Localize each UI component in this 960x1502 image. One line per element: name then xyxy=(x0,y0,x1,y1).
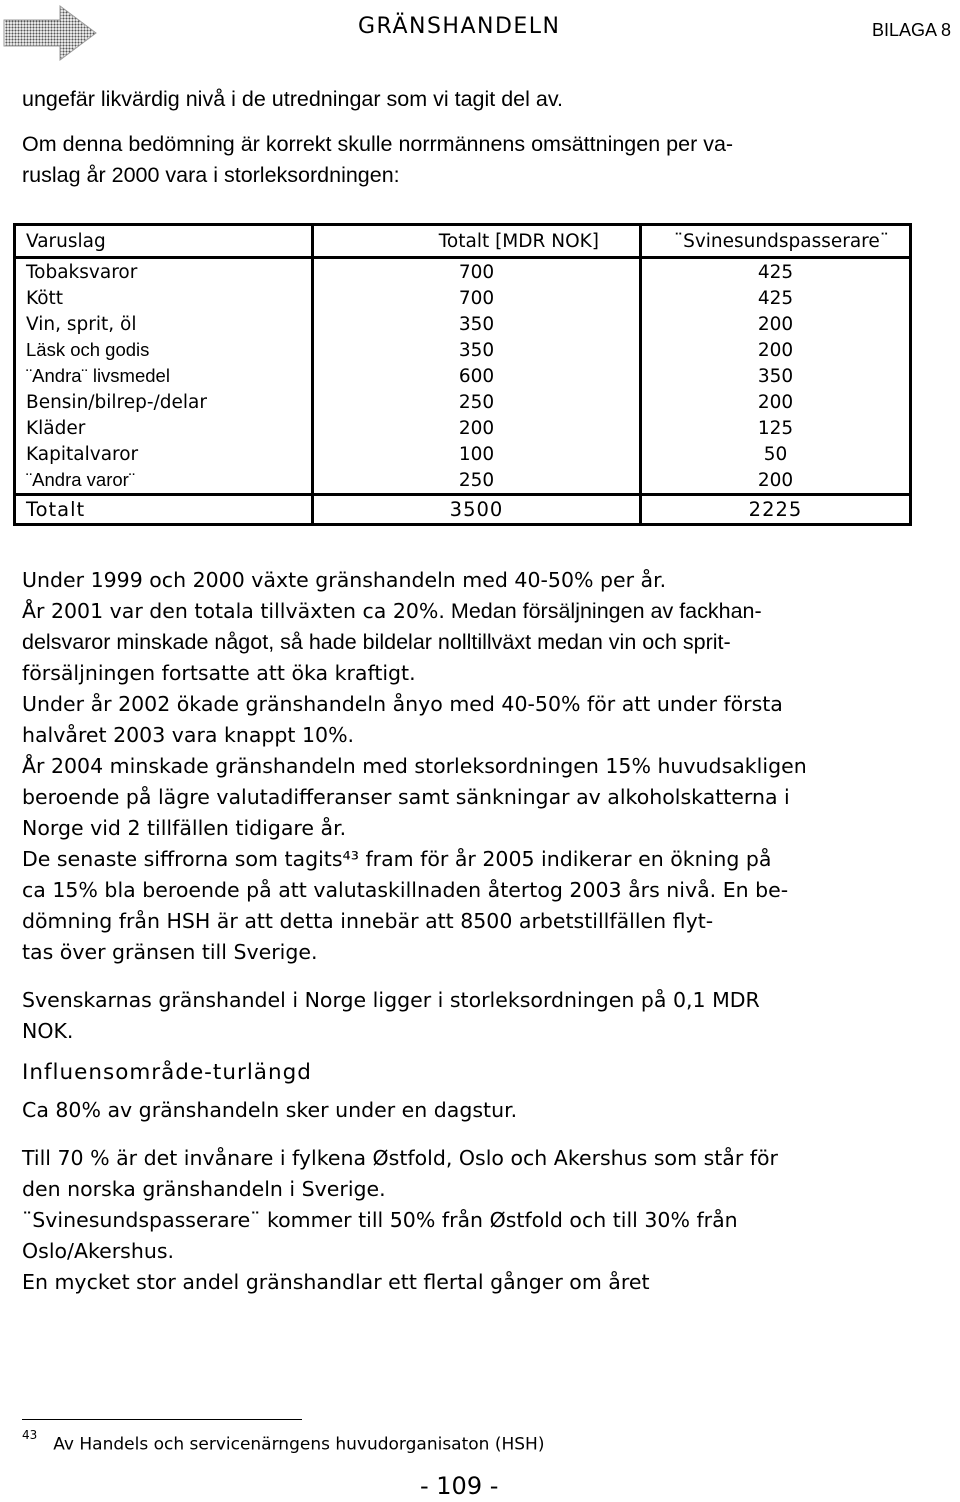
table-cell: 425 xyxy=(757,261,794,283)
table-cell: 100 xyxy=(313,441,641,467)
body-line: ca 15% bla beroende på att valutaskillnaden återtog 2003 års nivå. En be- xyxy=(22,878,789,902)
table-cell: 350 xyxy=(757,365,794,387)
footnote xyxy=(22,1428,545,1455)
section-line: Till 70 % är det invånare i fylkena Østfold, Oslo och Akershus som står för xyxy=(22,1146,778,1170)
table-row xyxy=(15,363,911,389)
table-cell: 50 xyxy=(763,443,788,465)
table-cell: Tobaksvaror xyxy=(15,258,313,286)
table-row xyxy=(15,285,911,311)
table-cell: 250 xyxy=(313,467,641,495)
table-cell: 125 xyxy=(757,417,794,439)
body-line: De senaste siffrorna som tagits⁴³ fram för år 2005 indikerar en ökning på xyxy=(22,847,772,871)
table-cell: Läsk och godis xyxy=(15,337,313,363)
body-segment: Medan försäljningen av fackhan- xyxy=(444,599,762,623)
section-line: En mycket stor andel gränshandlar ett flertal gånger om året xyxy=(22,1270,650,1294)
table-row xyxy=(15,415,911,441)
table-cell: 350 xyxy=(313,311,641,337)
footnote-marker: 43 xyxy=(22,1428,38,1442)
total-cell: 2225 xyxy=(641,495,911,525)
table-cell: ¨Andra varor¨ xyxy=(15,467,313,495)
table-cell: 600 xyxy=(313,363,641,389)
table-cell: Bensin/bilrep-/delar xyxy=(15,389,313,415)
table-row xyxy=(15,467,911,495)
header-cell: Varuslag xyxy=(15,225,313,258)
product-turnover-table xyxy=(13,223,912,526)
table-cell: Kläder xyxy=(15,415,313,441)
body-line: dömning från HSH är att detta innebär att 8500 arbetstillfällen flyt- xyxy=(22,909,714,933)
header-cell: ¨Svinesundspasserare¨ xyxy=(641,225,911,258)
table-cell: ¨Andra¨ livsmedel xyxy=(15,363,313,389)
body-line: Under 1999 och 2000 växte gränshandeln med 40-50% per år. xyxy=(22,568,667,592)
document-title: GRÄNSHANDELN xyxy=(358,14,561,39)
table-header-row xyxy=(15,225,911,258)
page-number: - 109 - xyxy=(420,1472,499,1500)
body-line: NOK. xyxy=(22,1019,74,1043)
body-line: beroende på lägre valutadifferanser samt sänkningar av alkoholskatterna i xyxy=(22,785,790,809)
table-cell: 200 xyxy=(313,415,641,441)
total-cell: 3500 xyxy=(313,495,641,525)
table-cell: Kapitalvaror xyxy=(15,441,313,467)
body-line: försäljningen fortsatte att öka kraftigt. xyxy=(22,661,416,685)
table-cell: 350 xyxy=(313,337,641,363)
header-cell: Totalt [MDR NOK] xyxy=(313,225,641,258)
body-line: Svenskarnas gränshandel i Norge ligger i storleksordningen på 0,1 MDR xyxy=(22,988,760,1012)
table-row xyxy=(15,258,911,286)
table-row xyxy=(15,441,911,467)
table-cell: 425 xyxy=(757,287,794,309)
footnote-divider xyxy=(22,1419,302,1420)
total-cell: Totalt xyxy=(15,495,313,525)
section-heading: Influensområde-turlängd xyxy=(22,1060,312,1085)
table-cell: 200 xyxy=(757,313,794,335)
body-line: Norge vid 2 tillfällen tidigare år. xyxy=(22,816,347,840)
body-line xyxy=(22,596,807,627)
body-segment: År 2001 var den totala tillväxten ca 20%. xyxy=(22,599,445,623)
table-cell: 700 xyxy=(313,258,641,286)
arrow-logo-icon xyxy=(2,2,98,64)
table-total-row xyxy=(15,495,911,525)
section-text xyxy=(22,1143,778,1298)
section-line: Oslo/Akershus. xyxy=(22,1239,175,1263)
footnote-text: Av Handels och servicenärngens huvudorganisaton (HSH) xyxy=(53,1434,545,1455)
intro-line-3: ruslag år 2000 vara i storleksordningen: xyxy=(22,163,400,187)
appendix-label: BILAGA 8 xyxy=(872,20,952,40)
table-row xyxy=(15,311,911,337)
table-row xyxy=(15,389,911,415)
table-cell: 200 xyxy=(757,469,794,491)
table-cell: 200 xyxy=(757,339,794,361)
table-cell: Vin, sprit, öl xyxy=(15,311,313,337)
body-text xyxy=(22,565,807,968)
body-line: Under år 2002 ökade gränshandeln ånyo med 40-50% för att under första xyxy=(22,692,783,716)
body-line: År 2004 minskade gränshandeln med storleksordningen 15% huvudsakligen xyxy=(22,754,807,778)
table-row xyxy=(15,337,911,363)
body-text-2 xyxy=(22,985,760,1047)
table-cell: Kött xyxy=(15,285,313,311)
section-line: den norska gränshandeln i Sverige. xyxy=(22,1177,386,1201)
table-cell: 200 xyxy=(757,391,794,413)
body-line: delsvaror minskade något, så hade bildelar nolltillväxt medan vin och sprit- xyxy=(22,630,731,654)
body-line: halvåret 2003 vara knappt 10%. xyxy=(22,723,355,747)
table-cell: 250 xyxy=(313,389,641,415)
intro-paragraph xyxy=(22,129,733,191)
intro-line-1: ungefär likvärdig nivå i de utredningar som vi tagit del av. xyxy=(22,87,563,111)
intro-line-2: Om denna bedömning är korrekt skulle norrmännens omsättningen per va- xyxy=(22,132,734,156)
body-line: tas över gränsen till Sverige. xyxy=(22,940,318,964)
table-cell: 700 xyxy=(313,285,641,311)
section-line: ¨Svinesundspasserare¨ kommer till 50% från Østfold och till 30% från xyxy=(22,1208,738,1232)
section-line: Ca 80% av gränshandeln sker under en dagstur. xyxy=(22,1098,518,1122)
